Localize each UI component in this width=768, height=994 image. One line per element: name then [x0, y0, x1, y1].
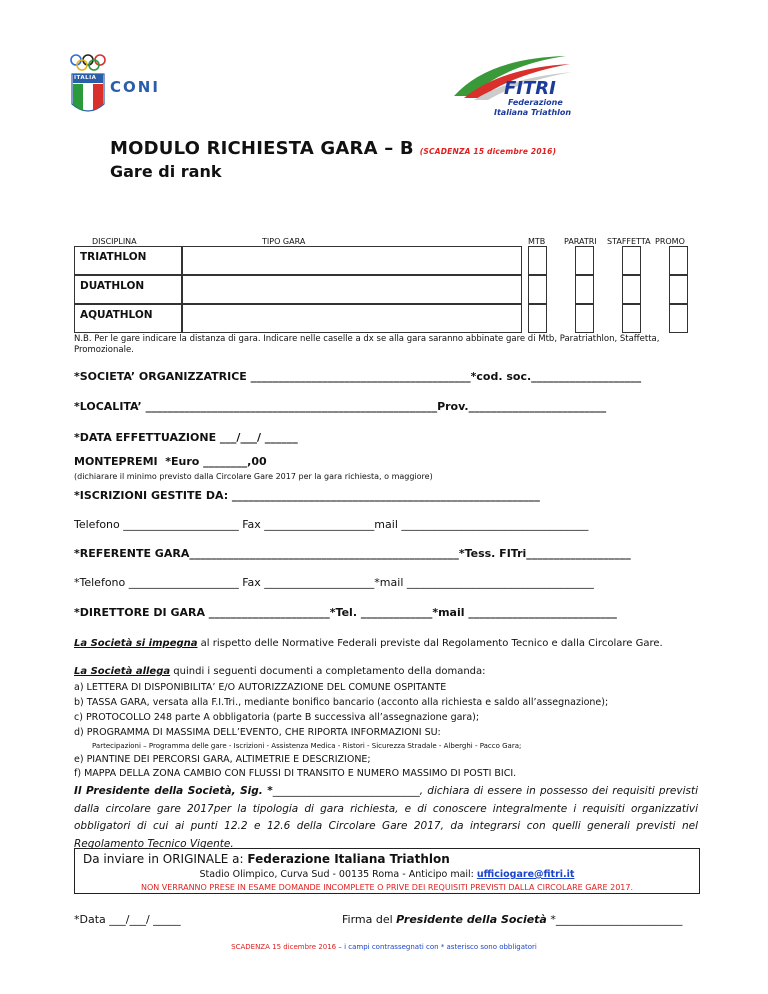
contact-field-1[interactable]: Telefono _____________________ Fax ____________________mail __________________________________ — [74, 518, 589, 531]
promo-checkbox[interactable] — [669, 275, 688, 304]
list-item: f) MAPPA DELLA ZONA CAMBIO CON FLUSSI DI TRANSITO E NUMERO MASSIMO DI POSTI BICI. — [74, 768, 517, 779]
staffetta-checkbox[interactable] — [622, 246, 641, 275]
paratri-checkbox[interactable] — [575, 246, 594, 275]
table-row — [74, 275, 700, 304]
data-effettuazione-field[interactable]: *DATA EFFETTUAZIONE ___/___/ ______ — [74, 431, 298, 444]
iscrizioni-field[interactable]: *ISCRIZIONI GESTITE DA: ________________________________________________________ — [74, 489, 540, 502]
impegno-text: al rispetto delle Normative Federali previste dal Regolamento Tecnico e dalla Circolare Gare. — [197, 638, 663, 649]
table-row — [74, 304, 700, 333]
impegno-statement — [74, 638, 663, 649]
localita-field[interactable]: *LOCALITA’ _____________________________________________________Prov._________________________ — [74, 400, 607, 413]
warning-text: NON VERRANNO PRESE IN ESAME DOMANDE INCOMPLETE O PRIVE DEI REQUISITI PREVISTI DALLA CIRCOLARE GARE 2017. — [140, 883, 634, 892]
race-type-input[interactable] — [182, 246, 522, 275]
col-header-mtb: MTB — [528, 237, 546, 246]
deadline-badge: (SCADENZA 15 dicembre 2016) — [419, 147, 557, 156]
firma-suffix: *_______________________ — [546, 913, 683, 926]
montepremi-note: (dichiarare il minimo previsto dalla Circolare Gare 2017 per la gara richiesta, o maggiore) — [74, 472, 433, 481]
paratri-checkbox[interactable] — [575, 275, 594, 304]
contact-field-2[interactable]: *Telefono ____________________ Fax ____________________*mail __________________________________ — [74, 576, 594, 589]
discipline-cell: DUATHLON — [74, 275, 182, 304]
promo-checkbox[interactable] — [669, 246, 688, 275]
table-row — [74, 246, 700, 275]
president-lead: Il Presidente della Società, Sig. * — [74, 785, 273, 797]
footer-note — [0, 943, 768, 951]
col-header-paratri: PARATRI — [564, 237, 597, 246]
staffetta-checkbox[interactable] — [622, 304, 641, 333]
race-type-input[interactable] — [182, 304, 522, 333]
fitri-wordmark: FITRI — [504, 78, 556, 99]
coni-label: CONI — [110, 78, 160, 96]
list-item: a) LETTERA DI DISPONIBILITA’ E/O AUTORIZZAZIONE DEL COMUNE OSPITANTE — [74, 682, 447, 693]
coni-logo — [70, 52, 180, 132]
list-item: d) PROGRAMMA DI MASSIMA DELL’EVENTO, CHE RIPORTA INFORMAZIONI SU: — [74, 727, 441, 738]
col-header-promo: PROMO — [655, 237, 685, 246]
impegno-lead: La Società si impegna — [74, 638, 198, 649]
fitri-sub-1: Federazione — [508, 98, 563, 107]
date-field[interactable]: *Data ___/___/ _____ — [74, 913, 181, 926]
allega-lead: La Società allega — [74, 666, 171, 677]
discipline-cell: AQUATHLON — [74, 304, 182, 333]
col-header-disciplina: DISCIPLINA — [92, 237, 137, 246]
fitri-logo — [448, 52, 578, 120]
discipline-cell: TRIATHLON — [74, 246, 182, 275]
address-text: Stadio Olimpico, Curva Sud - 00135 Roma - Anticipo mail: — [199, 869, 477, 880]
form-subtitle: Gare di rank — [110, 162, 222, 181]
fitri-sub-2: Italiana Triathlon — [494, 108, 572, 117]
signature-field[interactable] — [342, 913, 682, 926]
president-text: ____________________________, dichiara di essere in possesso dei requisiti previsti dalla circolare gare 2017per la tipologia di gara richiesta, e di conoscere integralmente i requisiti organizzativi obbligatori di cui ai punti 12.2 e 12.6 della Circolare Gare 2017, da integrarsi con quelli generali previsti nel Regolamento Tecnico Vigente. — [74, 785, 699, 850]
president-declaration — [74, 783, 698, 853]
montepremi-field[interactable]: MONTEPREMI *Euro ________,00 — [74, 455, 267, 468]
list-item: c) PROTOCOLLO 248 parte A obbligatoria (parte B successiva all’assegnazione gara); — [74, 712, 480, 723]
col-header-tipo-gara: TIPO GARA — [262, 237, 306, 246]
mtb-checkbox[interactable] — [528, 246, 547, 275]
societa-field[interactable]: *SOCIETA’ ORGANIZZATRICE ________________________________________*cod. soc.____________________ — [74, 370, 642, 383]
table-note: N.B. Per le gare indicare la distanza di gara. Indicare nelle caselle a dx se alla gara saranno abbinate gare di Mtb, Paratriathlon, Staffetta, Promozionale. — [74, 334, 660, 355]
promo-checkbox[interactable] — [669, 304, 688, 333]
mtb-checkbox[interactable] — [528, 304, 547, 333]
mtb-checkbox[interactable] — [528, 275, 547, 304]
email-link[interactable]: ufficiogare@fitri.it — [476, 869, 575, 880]
allega-statement — [74, 666, 486, 677]
race-type-input[interactable] — [182, 275, 522, 304]
firma-prefix: Firma del — [342, 913, 397, 926]
form-title — [110, 138, 556, 159]
referente-field[interactable]: *REFERENTE GARA_________________________________________________*Tess. FITri___________________ — [74, 547, 631, 560]
direttore-field[interactable]: *DIRETTORE DI GARA ______________________*Tel. _____________*mail ___________________________ — [74, 606, 617, 619]
allega-text: quindi i seguenti documenti a completamento della domanda: — [170, 666, 486, 677]
paratri-checkbox[interactable] — [575, 304, 594, 333]
list-item: e) PIANTINE DEI PERCORSI GARA, ALTIMETRIE E DESCRIZIONE; — [74, 754, 371, 765]
footer-deadline: SCADENZA 15 dicembre 2016 — [231, 943, 337, 951]
italia-label: ITALIA — [74, 75, 97, 81]
send-prefix: Da inviare in ORIGINALE a: — [83, 852, 248, 866]
firma-role: Presidente della Società — [396, 913, 547, 926]
address-line — [75, 869, 699, 880]
form-title-text: MODULO RICHIESTA GARA – B — [110, 138, 414, 159]
list-subitem: Partecipazioni – Programma delle gare - Iscrizioni - Assistenza Medica - Ristori - Sicurezza Stradale - Alberghi - Pacco Gara; — [92, 742, 522, 750]
staffetta-checkbox[interactable] — [622, 275, 641, 304]
send-info-box — [74, 848, 700, 894]
send-org: Federazione Italiana Triathlon — [247, 852, 450, 866]
col-header-staffetta: STAFFETTA — [607, 237, 651, 246]
list-item: b) TASSA GARA, versata alla F.I.Tri., mediante bonifico bancario (acconto alla richiesta e saldo all’assegnazione); — [74, 697, 609, 708]
send-line — [83, 852, 450, 866]
footer-text: – i campi contrassegnati con * asterisco sono obbligatori — [336, 943, 537, 951]
